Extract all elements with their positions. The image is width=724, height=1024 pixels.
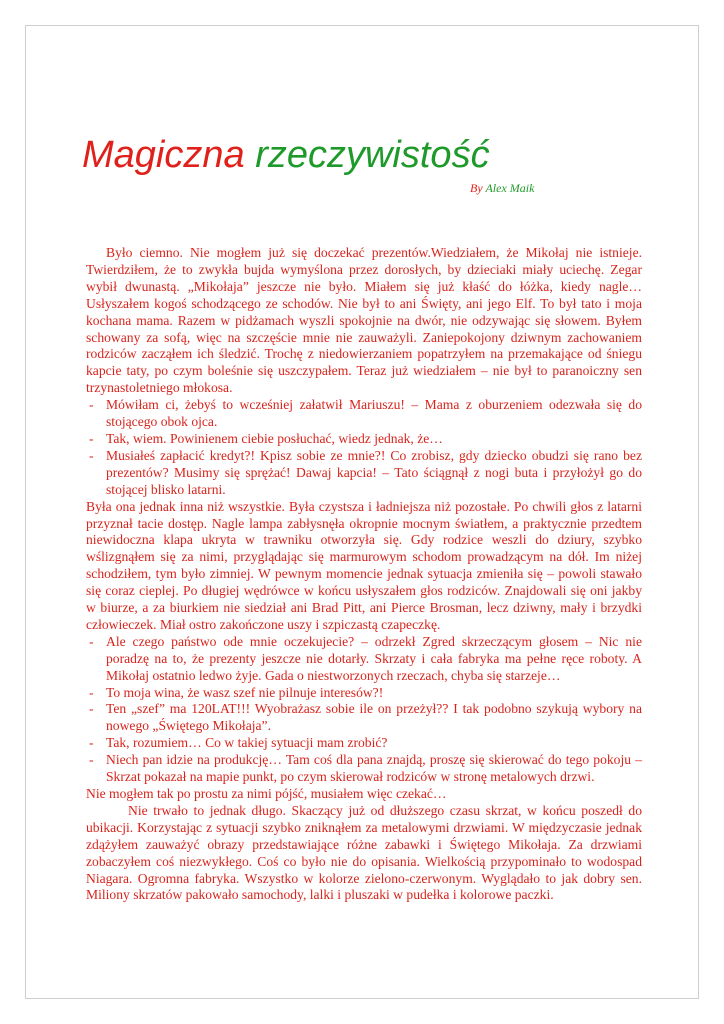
dialogue-text: Tak, rozumiem… Co w takiej sytuacji mam zrobić? [106,735,388,751]
dialogue-line [86,701,642,735]
document-title [82,132,490,178]
dialogue-line [86,752,642,786]
dialogue-line [86,397,642,431]
dash-marker: - [89,633,94,649]
dialogue-line [86,431,642,448]
dash-marker: - [89,684,94,700]
paragraph-2: Była ona jednak inna niż wszystkie. Była czystsza i ładniejsza niż pozostałe. Po chwili głos z latarni przyznał tacie dostęp. Nagle lampa zabłysnęła okropnie mocnym światłem, a praktycznie przedtem niewidoczna klapa ukryta w trawniku otworzyła się. Gdy rodzice weszli do dziury, szybko wślizgnąłem się za nimi, przyglądając się marmurowym schodom prowadzącym na dół. Im niżej schodziłem, tym było zimniej. W pewnym momencie jednak sytuacja zmieniła się – powoli stawało się coraz cieplej. Po długiej wędrówce w końcu usłyszałem głos rodziców. Znajdowali się oni jakby w biurze, a za biurkiem nie siedział ani Brad Pitt, ani Pierce Brosman, lecz dziwny, mały i brzydki człowieczek. Miał ostro zakończone uszy i szpiczastą czapeczkę. [86,498,642,632]
dialogue-line [86,735,642,752]
dialogue-text: Ale czego państwo ode mnie oczekujecie? – odrzekł Zgred skrzeczącym głosem – Nic nie poradzę na to, że prezenty jeszcze nie dotarły. Skrzaty i cała fabryka ma pełne ręce roboty. A Mikołaj ostatnio ledwo żyje. Gada o niestworzonych rzeczach, chyba się starzeje… [106,633,642,683]
byline-prefix: By [470,181,483,195]
dialogue-text: Ten „szef” ma 120LAT!!! Wyobrażasz sobie ile on przeżył?? I tak podobno szykują wybory na nowego „Świętego Mikołaja”. [106,701,642,734]
dash-marker: - [89,701,94,717]
dialogue-text: Mówiłam ci, żebyś to wcześniej załatwił Mariuszu! – Mama z oburzeniem odezwała się do stojącego obok ojca. [106,397,642,430]
title-word-green: rzeczywistość [255,134,490,176]
dash-marker: - [89,430,94,446]
dash-marker: - [89,752,94,768]
dialogue-text: To moja wina, że wasz szef nie pilnuje interesów?! [106,684,384,700]
author-byline [470,181,534,195]
title-word-red: Magiczna [82,134,245,176]
dash-marker: - [89,735,94,751]
dialogue-line [86,448,642,499]
story-body [86,245,642,904]
dialogue-text: Niech pan idzie na produkcję… Tam coś dla pana znajdą, proszę się skierować do tego pokoju – Skrzat pokazał na mapie punkt, po czym skierował rodziców w stronę metalowych drzwi. [106,752,642,785]
dialogue-text: Tak, wiem. Powinienem ciebie posłuchać, wiedz jednak, że… [106,430,443,446]
dialogue-line [86,634,642,685]
paragraph-1: Było ciemno. Nie mogłem już się doczekać prezentów.Wiedziałem, że Mikołaj nie istnieje. Twierdziłem, że to zwykła bujda wymyślona przez dorosłych, by dzieciaki miały uciechę. Zegar wybił dwunastą. „Mikołaja” jeszcze nie było. Miałem się już kłaść do łóżka, kiedy nagle… Usłyszałem kogoś schodzącego ze schodów. Nie był to ani Święty, ani jego Elf. To był tato i moja kochana mama. Razem w pidżamach wyszli spokojnie na dwór, nie odzywając się słowem. Byłem schowany za sofą, więc na szczęście mnie nie zauważyli. Zaniepokojony dziwnym zachowaniem rodziców zacząłem ich śledzić. Trochę z niedowierzaniem popatrzyłem na przemakające od śniegu kapcie taty, po czym boleśnie się uszczypałem. Teraz już wiedziałem – nie był to paranoiczny sen trzynastoletniego młokosa. [86,245,642,396]
dialogue-list-2 [86,634,642,786]
dialogue-text: Musiałeś zapłacić kredyt?! Kpisz sobie ze mnie?! Co zrobisz, gdy dziecko obudzi się rano bez prezentów? Musimy się sprężać! Dawaj kapcia! – Tato ściągnął z nogi buta i przyłożył go do stojącej blisko latarni. [106,447,642,497]
dialogue-line [86,685,642,702]
byline-author: Alex Maik [485,181,535,195]
dash-marker: - [89,447,94,463]
dialogue-list-1 [86,397,642,498]
dash-marker: - [89,397,94,413]
paragraph-4: Nie trwało to jednak długo. Skaczący już od dłuższego czasu skrzat, w końcu poszedł do ubikacji. Korzystając z sytuacji szybko zniknąłem za metalowymi drzwiami. W międzyczasie jednak zdążyłem zauważyć obrazy przedstawiające różne zabawki i Świętego Mikołaja. Za drzwiami zobaczyłem coś niezwykłego. Coś co było nie do opisania. Wielkością przypominało to wodospad Niagara. Ogromna fabryka. Wszystko w kolorze zielono-czerwonym. Wyglądało to jak dobry sen. Miliony skrzatów pakowało samochody, lalki i pluszaki w pudełka i kolorowe paczki. [86,802,642,903]
paragraph-3: Nie mogłem tak po prostu za nimi pójść, musiałem więc czekać… [86,786,447,801]
